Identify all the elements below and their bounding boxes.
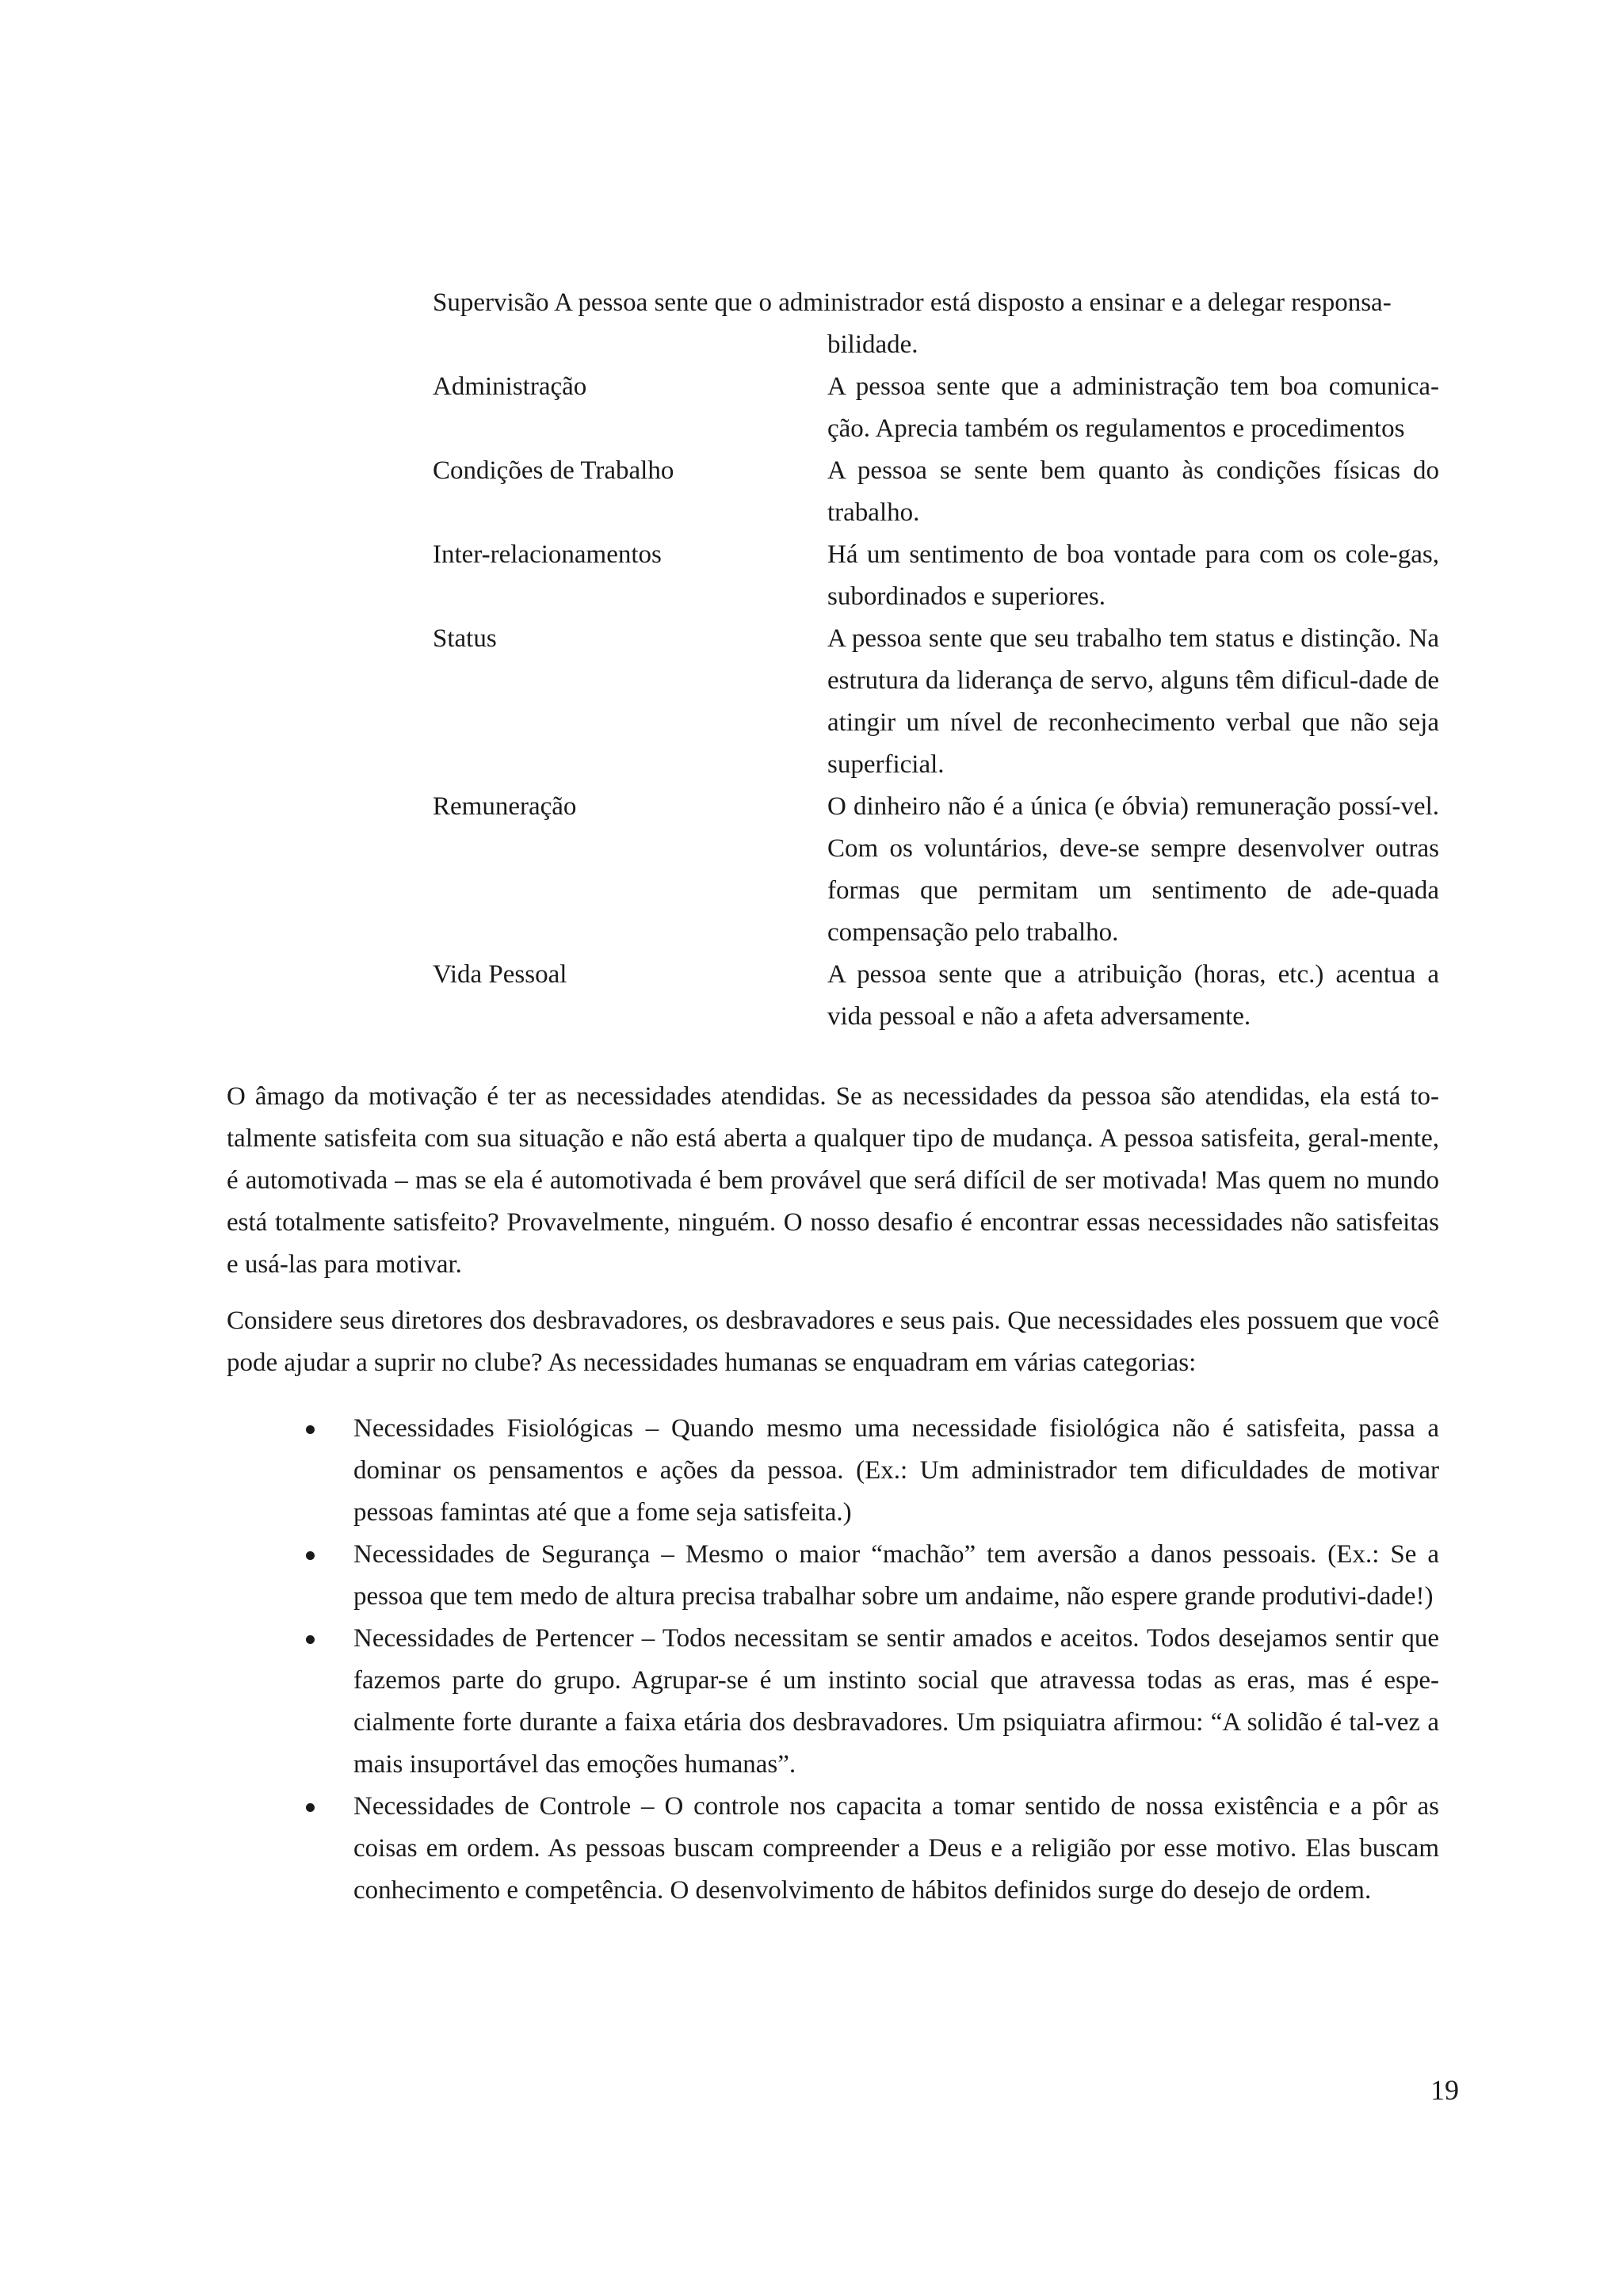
definition-text-continuation: bilidade. [827, 330, 918, 359]
list-item [227, 1786, 1439, 1912]
definition-row-administracao [433, 366, 1439, 450]
definition-list [433, 282, 1439, 1038]
definition-term: Inter-relacionamentos [433, 540, 662, 569]
definition-term: Supervisão [433, 288, 549, 317]
definition-row-status [433, 618, 1439, 786]
definition-row-condicoes-de-trabalho [433, 450, 1439, 534]
bullet-icon [306, 1425, 315, 1434]
list-item-text: Necessidades de Controle – O controle nos capacita a tomar sentido de nossa existência e a pôr as coisas em ordem. As pessoas buscam compreender a Deus e a religião por esse motivo. Elas buscam conhecimento e competência. O desenvolvimento de hábitos definidos surge do desejo de ordem. [353, 1792, 1439, 1905]
page-number: 19 [1430, 2074, 1459, 2106]
bullet-icon [306, 1635, 315, 1644]
body-text [227, 1076, 1439, 1912]
list-item [227, 1408, 1439, 1534]
definition-text: A pessoa se sente bem quanto às condições físicas do trabalho. [827, 456, 1439, 527]
bullet-icon [306, 1551, 315, 1560]
definition-row-vida-pessoal [433, 954, 1439, 1038]
list-item [227, 1618, 1439, 1786]
definition-row-remuneracao [433, 786, 1439, 954]
definition-term: Vida Pessoal [433, 960, 567, 989]
definition-text: A pessoa sente que seu trabalho tem status e distinção. Na estrutura da liderança de servo, alguns têm dificul-dade de atingir um nível de reconhecimento verbal que não seja superficial. [827, 624, 1439, 779]
definition-text: A pessoa sente que a atribuição (horas, etc.) acentua a vida pessoal e não a afeta adversamente. [827, 960, 1439, 1031]
definition-term: Condições de Trabalho [433, 456, 674, 485]
definition-term: Status [433, 624, 497, 653]
needs-list [227, 1408, 1439, 1912]
definition-text: A pessoa sente que o administrador está disposto a ensinar e a delegar responsa- [554, 288, 1392, 317]
definition-row-supervisao [433, 282, 1439, 366]
list-item-text: Necessidades de Segurança – Mesmo o maior “machão” tem aversão a danos pessoais. (Ex.: Se a pessoa que tem medo de altura precisa trabalhar sobre um andaime, não espere grande produtivi-dade!) [353, 1540, 1439, 1611]
definition-text: Há um sentimento de boa vontade para com os cole-gas, subordinados e superiores. [827, 540, 1439, 611]
definition-term: Administração [433, 372, 587, 401]
list-item-text: Necessidades de Pertencer – Todos necessitam se sentir amados e aceitos. Todos desejamos sentir que fazemos parte do grupo. Agrupar-se é um instinto social que atravessa todas as eras, mas é espe-cialmente forte durante a faixa etária dos desbravadores. Um psiquiatra afirmou: “A solidão é tal-vez a mais insuportável das emoções humanas”. [353, 1624, 1439, 1779]
definition-text: A pessoa sente que a administração tem boa comunica-ção. Aprecia também os regulamentos e procedimentos [827, 372, 1439, 443]
definition-row-inter-relacionamentos [433, 534, 1439, 618]
definition-term: Remuneração [433, 792, 577, 821]
definition-text: O dinheiro não é a única (e óbvia) remuneração possí-vel. Com os voluntários, deve-se sempre desenvolver outras formas que permitam um sentimento de ade-quada compensação pelo trabalho. [827, 792, 1439, 947]
paragraph-motivation: O âmago da motivação é ter as necessidades atendidas. Se as necessidades da pessoa são atendidas, ela está to-talmente satisfeita com sua situação e não está aberta a qualquer tipo de mudança. A pessoa satisfeita, geral-mente, é automotivada – mas se ela é automotivada é bem provável que será difícil de ser motivada! Mas quem no mundo está totalmente satisfeito? Provavelmente, ninguém. O nosso desafio é encontrar essas necessidades não satisfeitas e usá-las para motivar. [227, 1082, 1439, 1279]
paragraph-needs-intro: Considere seus diretores dos desbravadores, os desbravadores e seus pais. Que necessidades eles possuem que você pode ajudar a suprir no clube? As necessidades humanas se enquadram em várias categorias: [227, 1306, 1439, 1377]
bullet-icon [306, 1803, 315, 1812]
list-item [227, 1534, 1439, 1618]
list-item-text: Necessidades Fisiológicas – Quando mesmo uma necessidade fisiológica não é satisfeita, passa a dominar os pensamentos e ações da pessoa. (Ex.: Um administrador tem dificuldades de motivar pessoas famintas até que a fome seja satisfeita.) [353, 1414, 1439, 1527]
